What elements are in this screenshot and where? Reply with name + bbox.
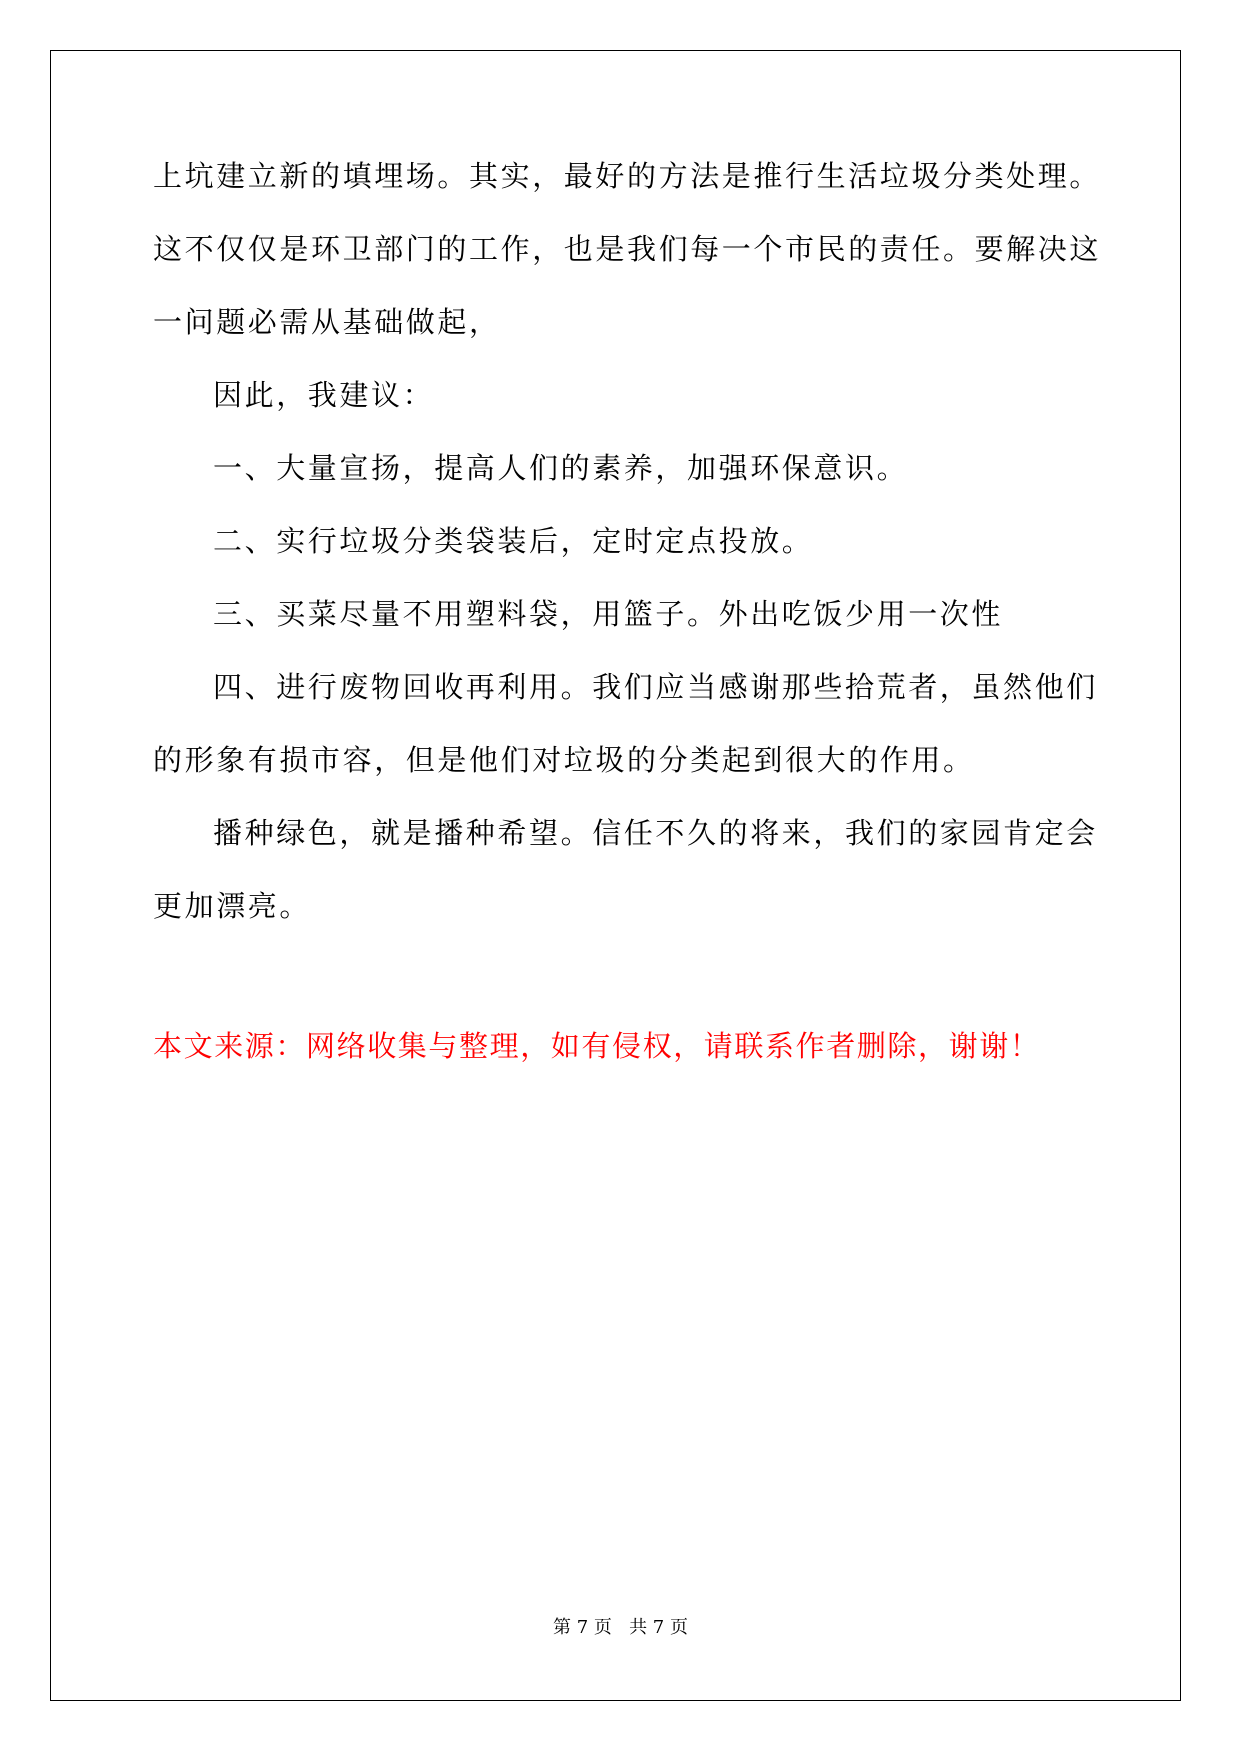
suggestion-item-4: 四、进行废物回收再利用。我们应当感谢那些拾荒者，虽然他们 [213, 670, 1098, 704]
body-line: 上坑建立新的填埋场。其实，最好的方法是推行生活垃圾分类处理。 [153, 159, 1102, 193]
body-line: 一问题必需从基础做起， [153, 305, 501, 339]
suggestion-item-2: 二、实行垃圾分类袋装后，定时定点投放。 [213, 524, 814, 558]
suggestion-item-3: 三、买菜尽量不用塑料袋，用篮子。外出吃饭少用一次性 [213, 597, 1004, 631]
page-border [50, 50, 1181, 1701]
page-number: 第 7 页 共 7 页 [553, 1617, 688, 1638]
source-note: 本文来源：网络收集与整理，如有侵权，请联系作者删除，谢谢！ [153, 1029, 1041, 1063]
body-line: 更加漂亮。 [153, 889, 312, 923]
body-line: 这不仅仅是环卫部门的工作，也是我们每一个市民的责任。要解决这 [153, 232, 1102, 266]
suggestion-item-1: 一、大量宣扬，提高人们的素养，加强环保意识。 [213, 451, 909, 485]
closing-paragraph: 播种绿色，就是播种希望。信任不久的将来，我们的家园肯定会 [213, 816, 1098, 850]
paragraph-intro: 因此，我建议： [213, 378, 435, 412]
body-line: 的形象有损市容，但是他们对垃圾的分类起到很大的作用。 [153, 743, 975, 777]
